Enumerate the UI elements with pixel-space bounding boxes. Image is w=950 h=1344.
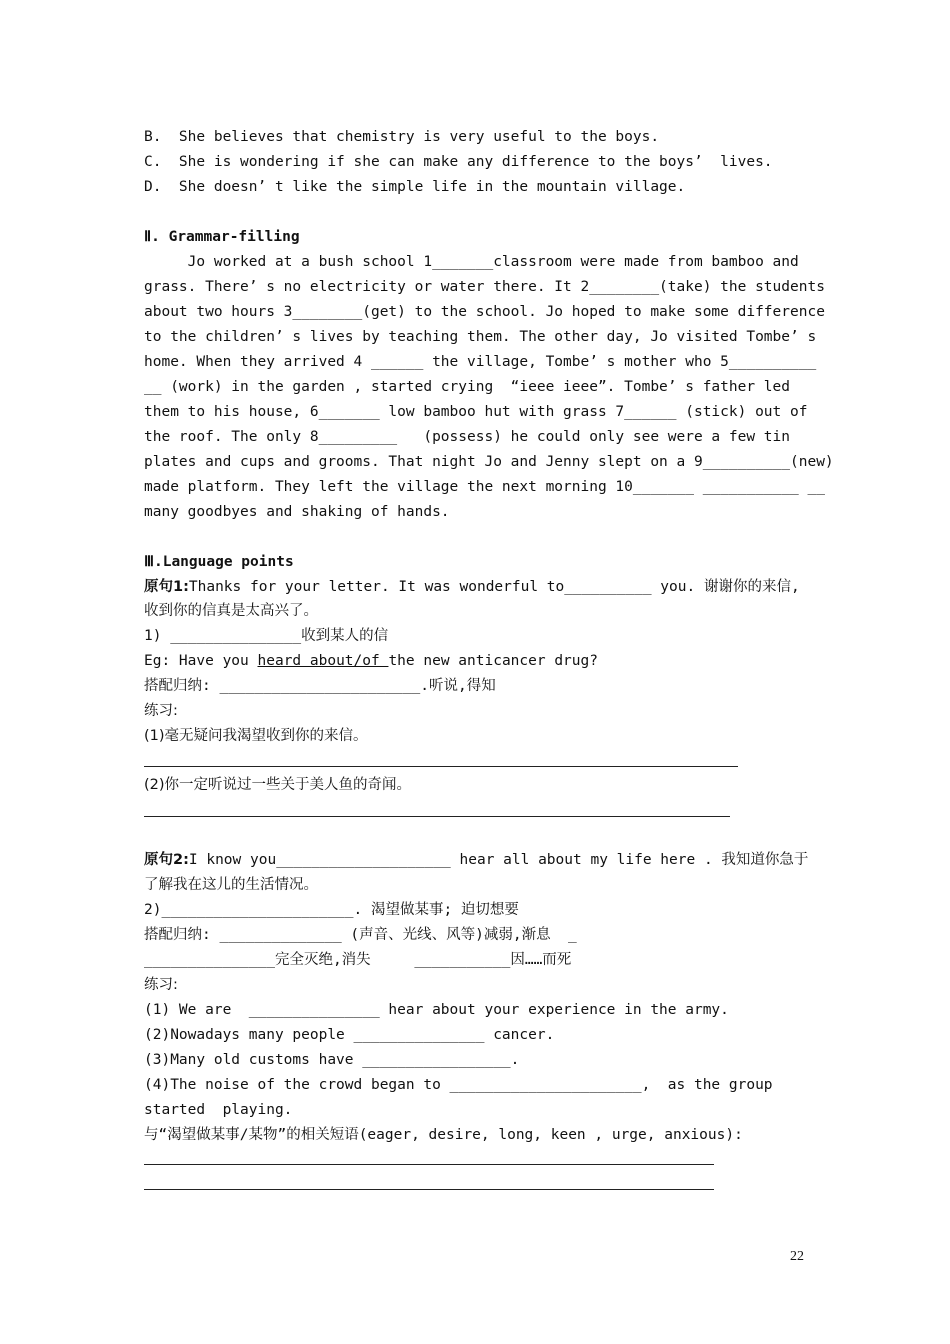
sentence-2-text: I know you____________________ hear all about my life here . 我知道你急于 [188,852,809,868]
grammar-line: the roof. The only 8_________ (possess) he could only see were a few tin [144,429,791,445]
answer-line [144,1189,714,1190]
sentence-2 [144,850,808,870]
example-underlined-phrase: heard about/of [257,653,389,669]
item-2: 2)______________________. 渴望做某事; 迫切想要 [144,902,519,918]
answer-line [144,766,738,767]
example-suffix: the new anticancer drug? [388,653,598,669]
language-heading: Ⅲ.Language points [144,554,294,570]
answer-line [144,816,730,817]
collocation-2a: 搭配归纳: ______________ (声音、光线、风等)减弱,渐息 _ [144,927,577,943]
sentence-2-translation: 了解我在这儿的生活情况。 [144,877,318,893]
grammar-line: to the children’ s lives by teaching them. The other day, Jo visited Tombe’ s [144,329,817,345]
collocation-1: 搭配归纳: _______________________.听说,得知 [144,678,496,694]
sentence-1 [144,577,800,597]
grammar-line: many goodbyes and shaking of hands. [144,504,450,520]
sentence-2-label: 原句2: [144,852,189,868]
grammar-line: home. When they arrived 4 ______ the village, Tombe’ s mother who 5__________ [144,354,817,370]
practice-item-1: (1)毫无疑问我渴望收到你的来信。 [144,728,368,744]
collocation-2b: _______________完全灭绝,消失 ___________因……而死 [144,952,572,968]
grammar-line: grass. There’ s no electricity or water there. It 2________(take) the students [144,279,825,295]
grammar-line: __ (work) in the garden , started crying “ieee ieee”. Tombe’ s father led [144,379,791,395]
exercise-3: (3)Many old customs have _________________. [144,1052,520,1068]
page-number: 22 [790,1249,804,1264]
grammar-line: made platform. They left the village the next morning 10_______ ___________ __ [144,479,825,495]
grammar-line: plates and cups and grooms. That night Jo and Jenny slept on a 9__________(new) [144,454,834,470]
grammar-line: about two hours 3________(get) to the school. Jo hoped to make some difference [144,304,825,320]
practice-label-2: 练习: [144,977,178,993]
exercise-2: (2)Nowadays many people _______________ cancer. [144,1027,555,1043]
sentence-1-label: 原句1: [144,579,189,595]
option-b: B. She believes that chemistry is very useful to the boys. [144,129,660,145]
grammar-line: them to his house, 6_______ low bamboo hut with grass 7______ (stick) out of [144,404,808,420]
sentence-1-translation: 收到你的信真是太高兴了。 [144,603,318,619]
practice-item-2: (2)你一定听说过一些关于美人鱼的奇闻。 [144,777,412,793]
practice-label: 练习: [144,703,178,719]
example-sentence [144,651,598,671]
answer-line [144,1164,714,1165]
exercise-4-continued: started playing. [144,1102,293,1118]
option-c: C. She is wondering if she can make any difference to the boys’ lives. [144,154,773,170]
item-1: 1) _______________收到某人的信 [144,628,389,644]
example-prefix: Eg: Have you [144,653,258,669]
grammar-line: Jo worked at a bush school 1_______classroom were made from bamboo and [144,254,799,270]
sentence-1-text: Thanks for your letter. It was wonderful to__________ you. 谢谢你的来信, [188,579,800,595]
grammar-heading: Ⅱ. Grammar-filling [144,229,300,245]
exercise-4: (4)The noise of the crowd began to ______________________, as the group [144,1077,773,1093]
option-d: D. She doesn’ t like the simple life in the mountain village. [144,179,686,195]
exercise-1: (1) We are _______________ hear about your experience in the army. [144,1002,729,1018]
related-phrases: 与“渴望做某事/某物”的相关短语(eager, desire, long, keen , urge, anxious): [144,1127,743,1143]
